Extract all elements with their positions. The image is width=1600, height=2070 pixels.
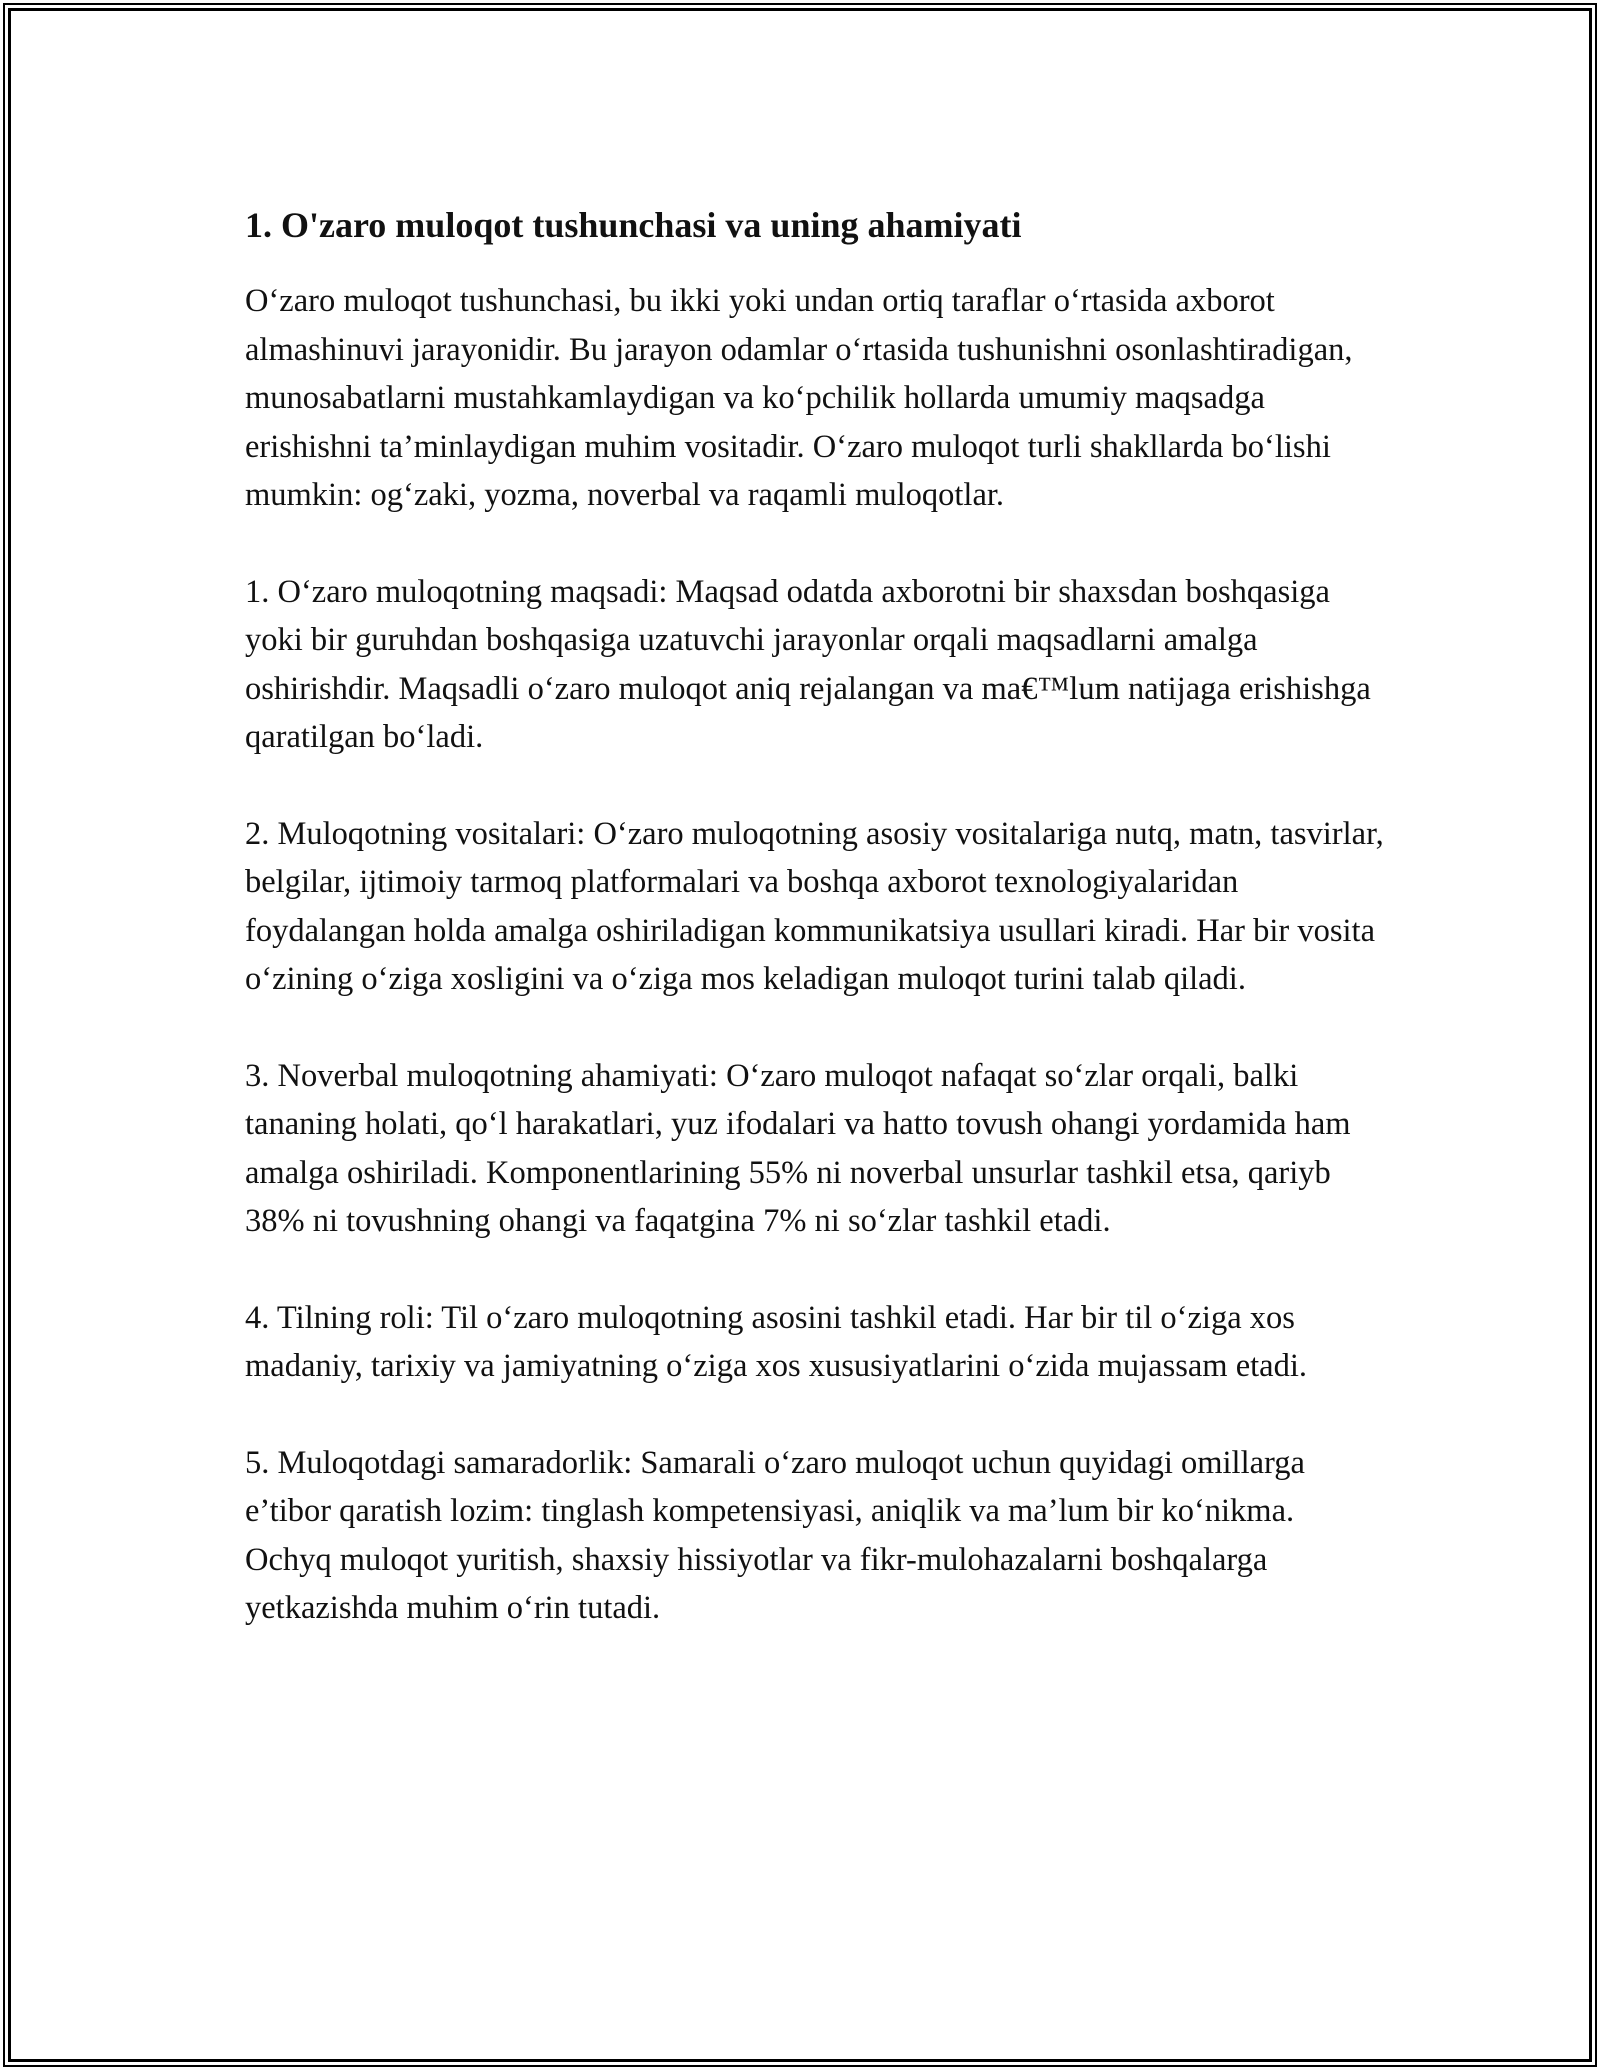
document-body [245, 203, 1385, 1681]
paragraph-nonverbal: 3. Noverbal muloqotning ahamiyati: O‘zaro muloqot nafaqat so‘zlar orqali, balki tananing holati, qo‘l harakatlari, yuz ifodalari va hatto tovush ohangi yordamida ham amalga oshiriladi. Komponentlarining 55% ni noverbal unsurlar tashkil etsa, qariyb 38% ni tovushning ohangi va faqatgina 7% ni so‘zlar tashkil etadi. [245, 1057, 1351, 1239]
paragraph-purpose: 1. O‘zaro muloqotning maqsadi: Maqsad odatda axborotni bir shaxsdan boshqasiga yoki bir guruhdan boshqasiga uzatuvchi jarayonlar orqali maqsadlarni amalga oshirishdir. Maqsadli o‘zaro muloqot aniq rejalangan va ma€™lum natijaga erishishga qaratilgan bo‘ladi. [245, 573, 1371, 755]
intro-paragraph: O‘zaro muloqot tushunchasi, bu ikki yoki undan ortiq taraflar o‘rtasida axborot almashinuvi jarayonidir. Bu jarayon odamlar o‘rtasida tushunishni osonlashtiradigan, munosabatlarni mustahkamlaydigan va ko‘pchilik hollarda umumiy maqsadga erishishni ta’minlaydigan muhim vositadir. O‘zaro muloqot turli shakllarda bo‘lishi mumkin: og‘zaki, yozma, noverbal va raqamli muloqotlar. [245, 283, 1353, 513]
paragraph-means: 2. Muloqotning vositalari: O‘zaro muloqotning asosiy vositalariga nutq, matn, tasvirlar, belgilar, ijtimoiy tarmoq platformalari va boshqa axborot texnologiyalaridan foydalangan holda amalga oshiriladigan kommunikatsiya usullari kiradi. Har bir vosita o‘zining o‘ziga xosligini va o‘ziga mos keladigan muloqot turini talab qiladi. [245, 815, 1384, 997]
paragraph-language-role: 4. Tilning roli: Til o‘zaro muloqotning asosini tashkil etadi. Har bir til o‘ziga xos madaniy, tarixiy va jamiyatning o‘ziga xos xususiyatlarini o‘zida mujassam etadi. [245, 1299, 1307, 1384]
page-frame [8, 8, 1592, 2062]
section-heading: 1. O'zaro muloqot tushunchasi va uning ahamiyati [245, 205, 1022, 245]
paragraph-effectiveness: 5. Muloqotdagi samaradorlik: Samarali o‘zaro muloqot uchun quyidagi omillarga e’tibor qaratish lozim: tinglash kompetensiyasi, aniqlik va ma’lum bir ko‘nikma. Ochyq muloqot yuritish, shaxsiy hissiyotlar va fikr-mulohazalarni boshqalarga yetkazishda muhim o‘rin tutadi. [245, 1444, 1305, 1626]
